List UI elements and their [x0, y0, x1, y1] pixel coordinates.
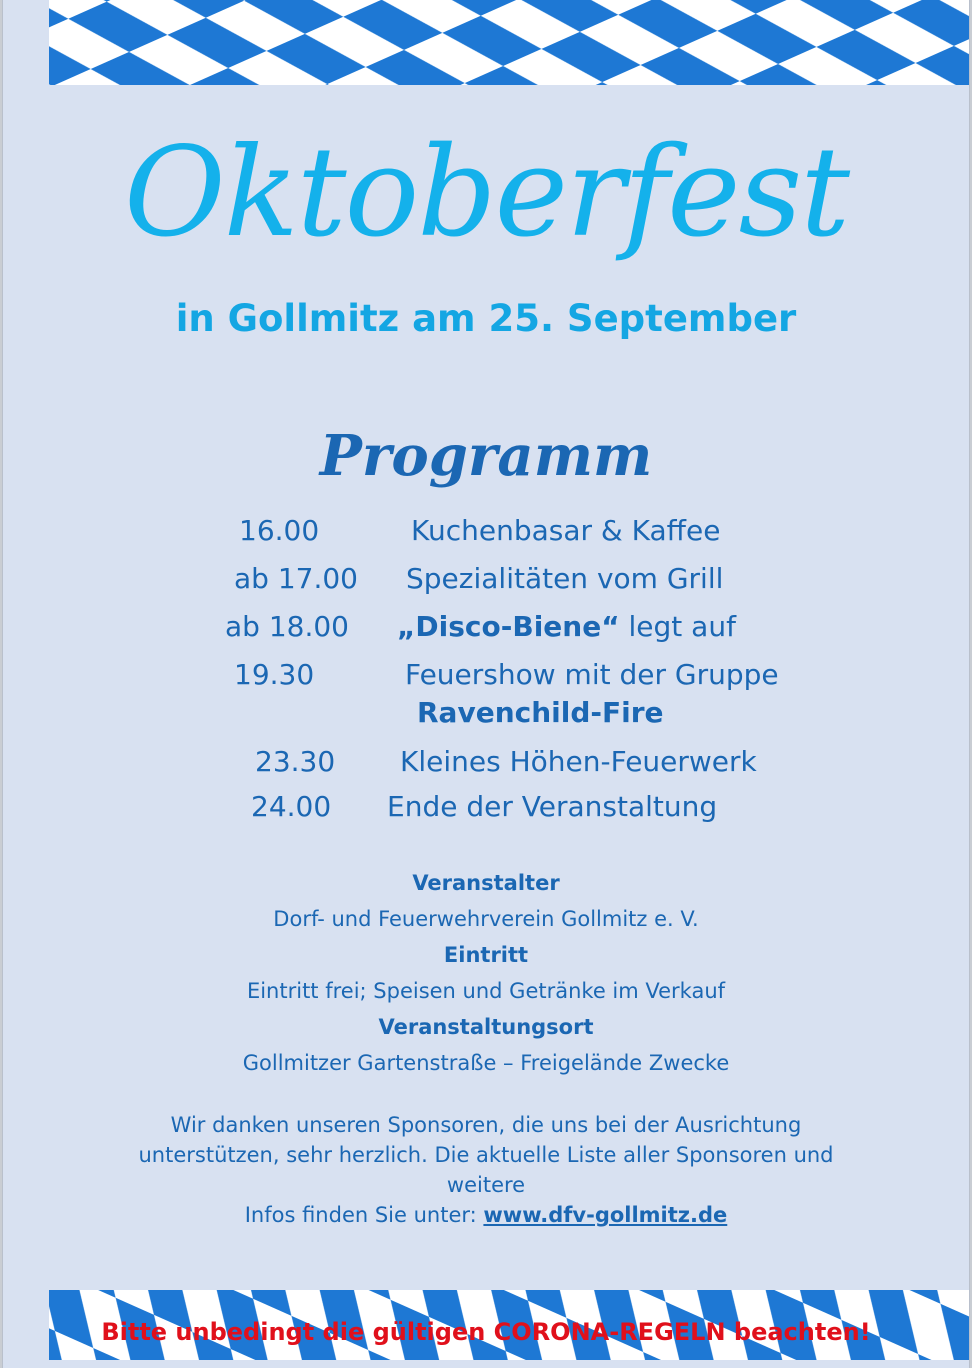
- poster-title: Oktoberfest: [123, 121, 849, 265]
- schedule-text-2: Spezialitäten vom Grill: [406, 562, 724, 595]
- schedule-text-4: Feuershow mit der Gruppe: [405, 658, 779, 691]
- bavarian-rhombus-pattern: [49, 0, 970, 85]
- schedule-text-1: Kuchenbasar & Kaffee: [411, 514, 721, 547]
- program-heading: Programm: [319, 423, 653, 489]
- schedule-time-5: 23.30: [255, 745, 336, 778]
- schedule-text-5: Kleines Höhen-Feuerwerk: [400, 745, 757, 778]
- schedule-time-6: 24.00: [251, 790, 332, 823]
- event-subtitle: in Gollmitz am 25. September: [175, 297, 797, 340]
- thanks-line-1: Wir danken unseren Sponsoren, die uns bei der Ausrichtung: [170, 1113, 802, 1137]
- organizer-text: Dorf- und Feuerwehrverein Gollmitz e. V.: [273, 907, 699, 931]
- entry-label: Eintritt: [443, 943, 529, 967]
- thanks-info-prefix: Infos finden Sie unter:: [244, 1203, 484, 1227]
- schedule-time-2: ab 17.00: [234, 562, 358, 595]
- entry-text: Eintritt frei; Speisen und Getränke im Verkauf: [246, 979, 726, 1003]
- schedule-text-6: Ende der Veranstaltung: [387, 790, 718, 823]
- schedule-time-4: 19.30: [234, 658, 315, 691]
- bavarian-banner-top: [49, 0, 970, 85]
- group-name: Ravenchild-Fire: [417, 696, 664, 729]
- schedule-text-3: legt auf: [619, 610, 736, 643]
- sponsor-thanks: [93, 1110, 879, 1230]
- thanks-line-4: [93, 1200, 879, 1230]
- schedule-time-3: ab 18.00: [225, 610, 349, 643]
- schedule-item-3: [397, 608, 736, 646]
- website-link[interactable]: www.dfv-gollmitz.de: [483, 1203, 728, 1227]
- thanks-line-3: weitere: [446, 1173, 526, 1197]
- schedule-time-1: 16.00: [239, 514, 320, 547]
- flyer-page: [2, 0, 970, 1368]
- corona-warning: Bitte unbedingt die gültigen CORONA-REGELN beachten!: [101, 1318, 871, 1346]
- dj-name: „Disco-Biene“: [397, 610, 620, 643]
- organizer-label: Veranstalter: [412, 871, 560, 895]
- schedule-text-4-group: [417, 694, 664, 732]
- venue-label: Veranstaltungsort: [378, 1015, 594, 1039]
- venue-text: Gollmitzer Gartenstraße – Freigelände Zwecke: [242, 1051, 730, 1075]
- thanks-line-2: unterstützen, sehr herzlich. Die aktuelle Liste aller Sponsoren und: [138, 1143, 834, 1167]
